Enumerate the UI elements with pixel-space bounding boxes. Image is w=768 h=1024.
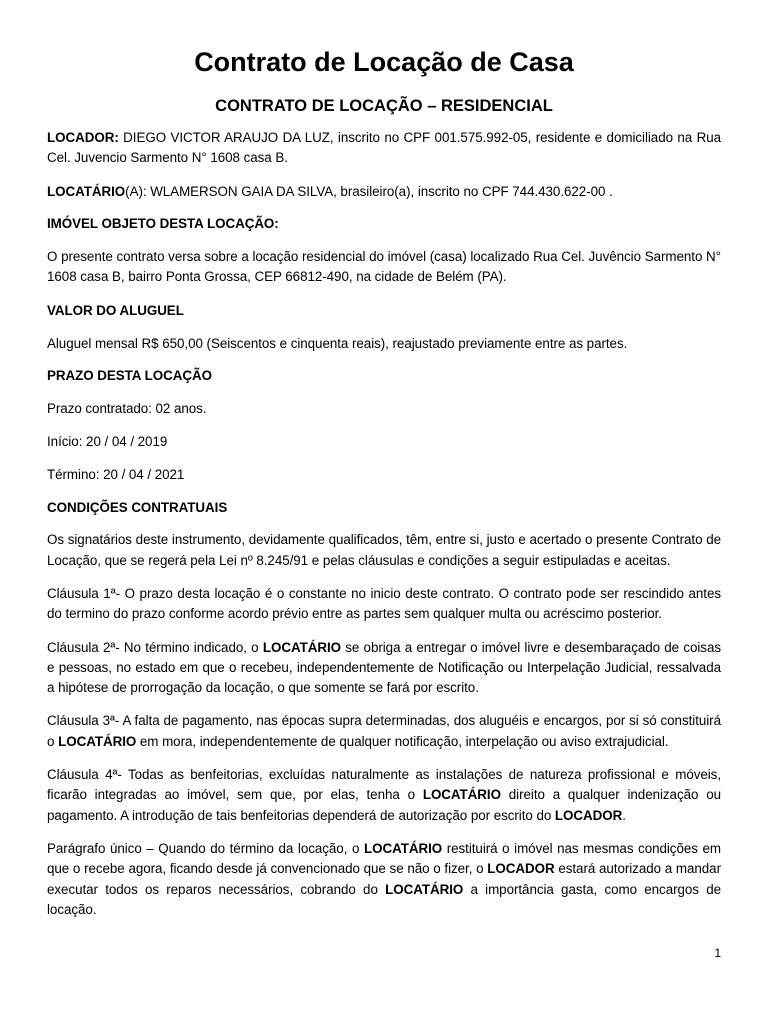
clausula-2: Cláusula 2ª- No término indicado, o LOCATÁRIO se obriga a entregar o imóvel livre e desembaraçado de coisas e pessoas, no estado em que o recebeu, independentemente de Notificação ou Interpelação Judicial, ressalvada a hipótese de prorrogação da locação, o que somente se fará por escrito.: [47, 639, 721, 696]
clausula-4: Cláusula 4ª- Todas as benfeitorias, excluídas naturalmente as instalações de natureza profissional e móveis, ficarão integradas ao imóvel, sem que, por elas, tenha o LOCATÁRIO direito a qualquer indenização ou pagamento. A introdução de tais benfeitorias dependerá de autorização por escrito do LOCADOR.: [47, 767, 722, 823]
imovel-heading: IMÓVEL OBJETO DESTA LOCAÇÃO:: [47, 216, 279, 232]
page-number: 1: [714, 946, 721, 960]
document-page: [47, 44, 721, 933]
clausula-1: Cláusula 1ª- O prazo desta locação é o constante no inicio deste contrato. O contrato pode ser rescindido antes do termino do prazo conforme acordo prévio entre as partes sem qualquer multa ou acréscimo posterior.: [47, 585, 721, 622]
valor-text: Aluguel mensal R$ 650,00 (Seiscentos e cinquenta reais), reajustado previamente entre as partes.: [47, 335, 628, 351]
clausula-3: Cláusula 3ª- A falta de pagamento, nas épocas supra determinadas, dos aluguéis e encargos, por si só constituirá o LOCATÁRIO em mora, independentemente de qualquer notificação, interpelação ou aviso extrajudicial.: [47, 713, 721, 749]
locador-text: DIEGO VICTOR ARAUJO DA LUZ, inscrito no CPF 001.575.992-05, residente e domiciliado na Rua Cel. Juvencio Sarmento N° 1608 casa B.: [47, 130, 721, 166]
locador-paragraph: [47, 128, 721, 169]
locador-label: LOCADOR:: [47, 130, 119, 145]
condicoes-heading: CONDIÇÕES CONTRATUAIS: [47, 499, 228, 515]
prazo-inicio: Início: 20 / 04 / 2019: [47, 433, 168, 449]
document-subtitle: CONTRATO DE LOCAÇÃO – RESIDENCIAL: [215, 97, 553, 115]
prazo-heading: PRAZO DESTA LOCAÇÃO: [47, 368, 212, 384]
prazo-termino: Término: 20 / 04 / 2021: [47, 466, 185, 482]
prazo-contratado: Prazo contratado: 02 anos.: [47, 401, 207, 417]
locatario-text: (A): WLAMERSON GAIA DA SILVA, brasileiro(a), inscrito no CPF 744.430.622-00 .: [125, 183, 613, 199]
locatario-label: LOCATÁRIO: [47, 183, 126, 199]
condicoes-text: Os signatários deste instrumento, devidamente qualificados, têm, entre si, justo e acertado o presente Contrato de Locação, que se regerá pela Lei nº 8.245/91 e pelas cláusulas e condições a seguir estipuladas e aceitas.: [47, 532, 721, 568]
locatario-paragraph: [47, 182, 721, 202]
imovel-text: O presente contrato versa sobre a locação residencial do imóvel (casa) localizado Rua Cel. Juvêncio Sarmento N° 1608 casa B, bairro Ponta Grossa, CEP 66812-490, na cidade de Belém (PA).: [47, 249, 721, 285]
document-title: Contrato de Locação de Casa: [194, 47, 574, 77]
paragrafo-unico: Parágrafo único – Quando do término da locação, o LOCATÁRIO restituirá o imóvel nas mesmas condições em que o recebe agora, ficando desde já convencionado que se não o fizer, o LOCADOR estará autorizado a mandar executar todos os reparos necessários, cobrando do LOCATÁRIO a importância gasta, como encargos de locação.: [47, 840, 721, 917]
valor-heading: VALOR DO ALUGUEL: [47, 302, 184, 318]
